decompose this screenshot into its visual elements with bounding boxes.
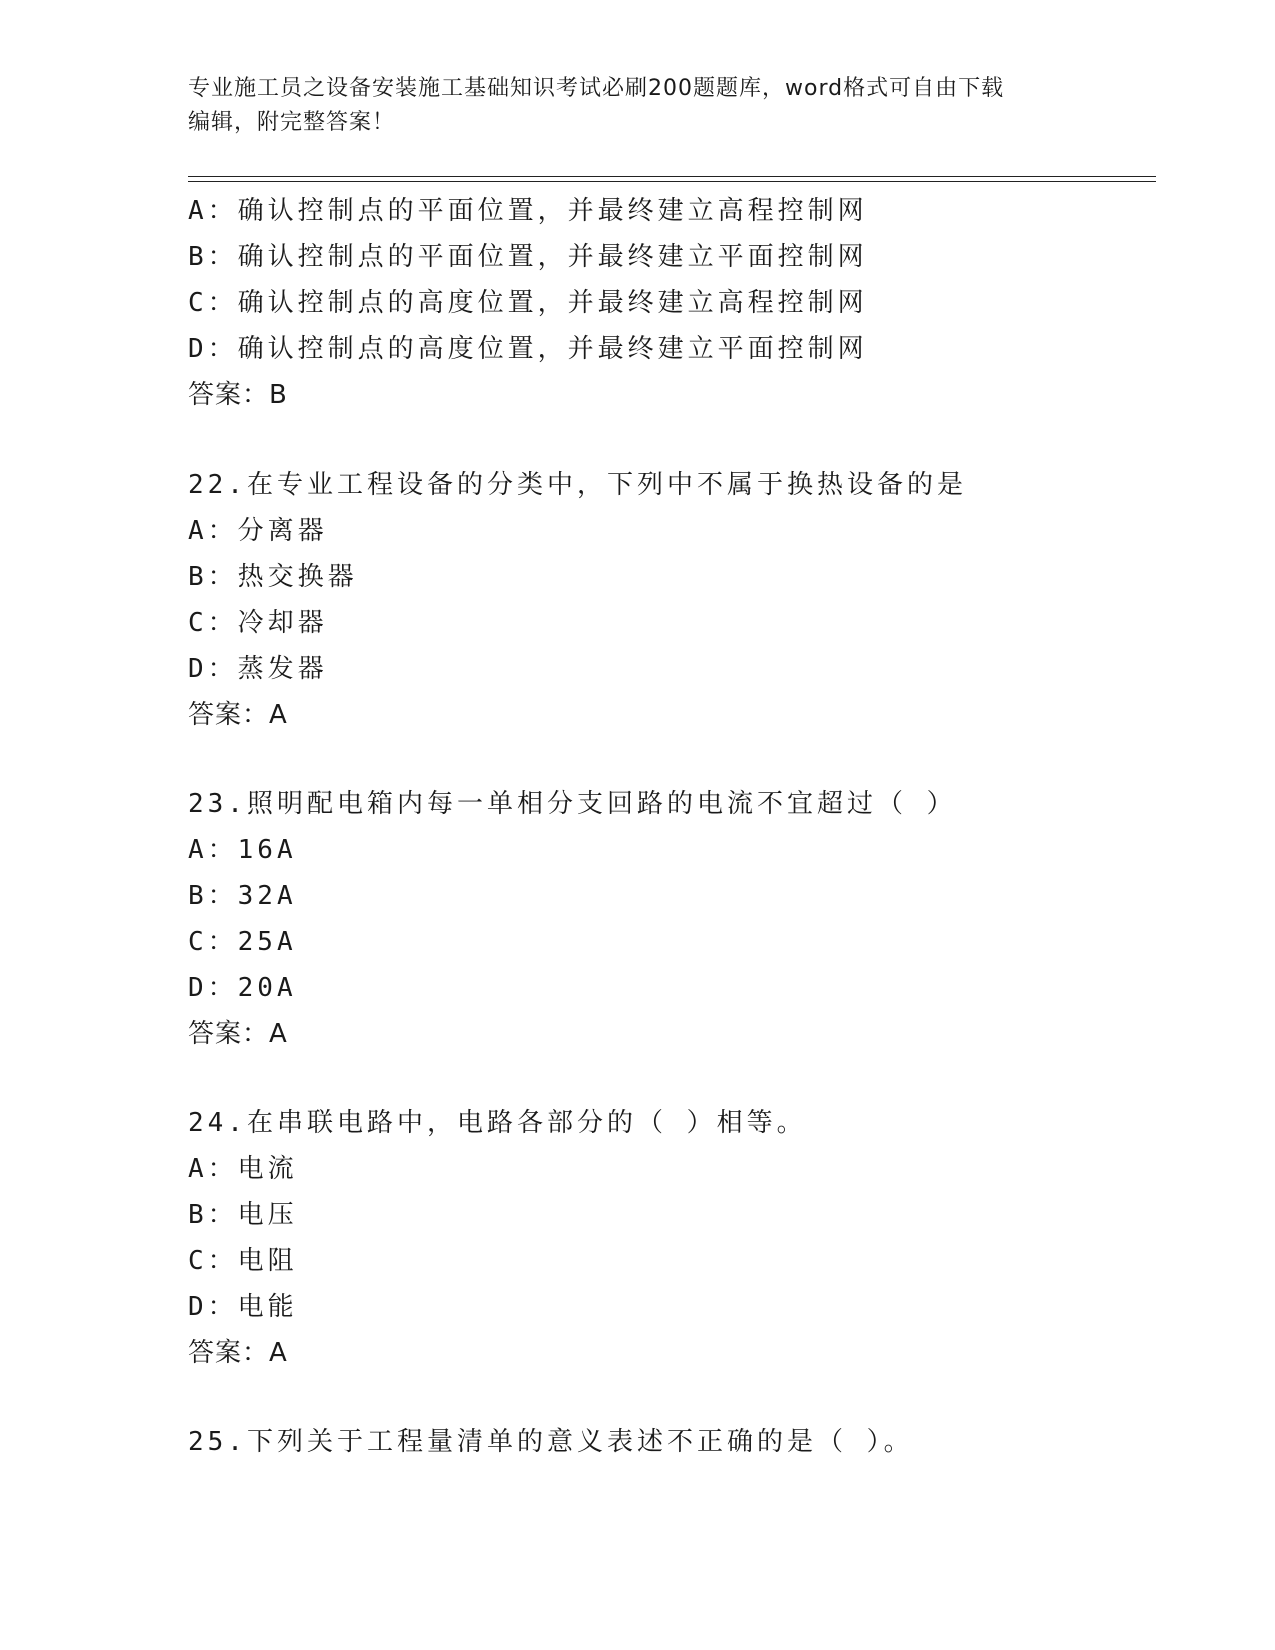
option-b: B：电压: [188, 1200, 298, 1230]
option-c: C：25A: [188, 927, 297, 957]
question-22: [188, 462, 1156, 738]
option-c: C：确认控制点的高度位置，并最终建立高程控制网: [188, 288, 868, 318]
question-text: 25.下列关于工程量清单的意义表述不正确的是（ ）。: [188, 1427, 914, 1457]
question-24: [188, 1100, 1156, 1376]
answer: 答案：A: [188, 700, 288, 730]
spacer: [188, 738, 1156, 781]
question-text: 23.照明配电箱内每一单相分支回路的电流不宜超过（ ）: [188, 789, 957, 819]
option-b: B：确认控制点的平面位置，并最终建立平面控制网: [188, 242, 868, 272]
question-21: [188, 188, 1156, 418]
spacer: [188, 418, 1156, 462]
question-text: 24.在串联电路中，电路各部分的（ ）相等。: [188, 1108, 807, 1138]
spacer: [188, 1376, 1156, 1419]
option-d: D：蒸发器: [188, 654, 328, 684]
option-a: A：电流: [188, 1154, 298, 1184]
answer: 答案：B: [188, 380, 288, 410]
option-d: D：20A: [188, 973, 297, 1003]
option-d: D：电能: [188, 1292, 298, 1322]
header-rule-bottom: [188, 181, 1156, 182]
option-a: A：分离器: [188, 516, 328, 546]
option-a: A：16A: [188, 835, 297, 865]
header-rule-top: [188, 176, 1156, 177]
answer: 答案：A: [188, 1019, 288, 1049]
option-a: A：确认控制点的平面位置，并最终建立高程控制网: [188, 196, 868, 226]
spacer: [188, 1057, 1156, 1100]
header-line-1: 专业施工员之设备安装施工基础知识考试必刷200题题库，word格式可自由下载: [188, 76, 1005, 101]
question-23: [188, 781, 1156, 1057]
document-header: [188, 72, 1088, 140]
option-d: D：确认控制点的高度位置，并最终建立平面控制网: [188, 334, 868, 364]
question-list: [188, 188, 1156, 1465]
question-text: 22.在专业工程设备的分类中，下列中不属于换热设备的是: [188, 470, 967, 500]
question-25: [188, 1419, 1156, 1465]
option-c: C：冷却器: [188, 608, 328, 638]
answer: 答案：A: [188, 1338, 288, 1368]
option-c: C：电阻: [188, 1246, 298, 1276]
option-b: B：热交换器: [188, 562, 358, 592]
option-b: B：32A: [188, 881, 297, 911]
header-line-2: 编辑，附完整答案！: [188, 110, 396, 135]
